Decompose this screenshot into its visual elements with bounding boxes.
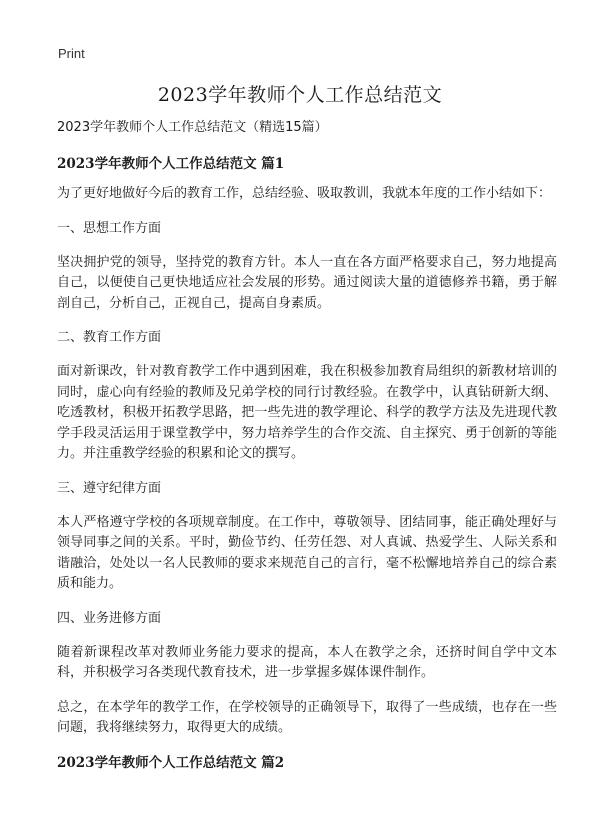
subheading-training: 四、业务进修方面 [57, 610, 162, 626]
paragraph-thought: 坚决拥护党的领导，坚持党的教育方针。本人一直在各方面严格要求自己，努力地提高自己，以便使自己更快地适应社会发展的形势。通过阅读大量的道德修养书籍，勇于解剖自己，分析自己，正视自己，提高自身素质。 [57, 254, 557, 311]
document-body [57, 118, 557, 783]
paragraph-education: 面对新课改，针对教育教学工作中遇到困难，我在积极参加教育局组织的新教材培训的同时，虚心向有经验的教师及兄弟学校的同行讨教经验。在教学中，认真钻研新大纲、吃透教材，积极开拓教学思路，把一些先进的教学理论、科学的教学方法及先进现代教学手段灵活运用于课堂教学中，努力培养学生的合作交流、自主探究、勇于创新的等能力。并注重教学经验的积累和论文的撰写。 [57, 364, 557, 461]
print-link[interactable]: Print [58, 46, 85, 61]
subheading-discipline: 三、遵守纪律方面 [57, 480, 162, 496]
paragraph-conclusion: 总之，在本学年的教学工作，在学校领导的正确领导下，取得了一些成绩，也存在一些问题，我将继续努力，取得更大的成绩。 [57, 699, 557, 735]
intro-paragraph: 为了更好地做好今后的教育工作，总结经验、吸取教训，我就本年度的工作小结如下： [57, 186, 552, 201]
document-subtitle: 2023学年教师个人工作总结范文（精选15篇） [57, 120, 328, 135]
paragraph-training: 随着新课程改革对教师业务能力要求的提高，本人在教学之余，还挤时间自学中文本科，并积极学习各类现代教育技术，进一步掌握多媒体课件制作。 [57, 644, 557, 680]
document-title: 2023学年教师个人工作总结范文 [157, 84, 443, 106]
subheading-education: 二、教育工作方面 [57, 330, 162, 345]
paragraph-discipline: 本人严格遵守学校的各项规章制度。在工作中，尊敬领导、团结同事，能正确处理好与领导同事之间的关系。平时，勤俭节约、任劳任怨、对人真诚、热爱学生、人际关系和谐融洽，处处以一名人民教师的要求来规范自己的言行，毫不松懈地培养自己的综合素质和能力。 [57, 514, 557, 591]
section-heading-2: 2023学年教师个人工作总结范文 篇2 [57, 754, 285, 771]
section-heading-1: 2023学年教师个人工作总结范文 篇1 [57, 156, 285, 172]
subheading-thought: 一、思想工作方面 [57, 220, 162, 236]
